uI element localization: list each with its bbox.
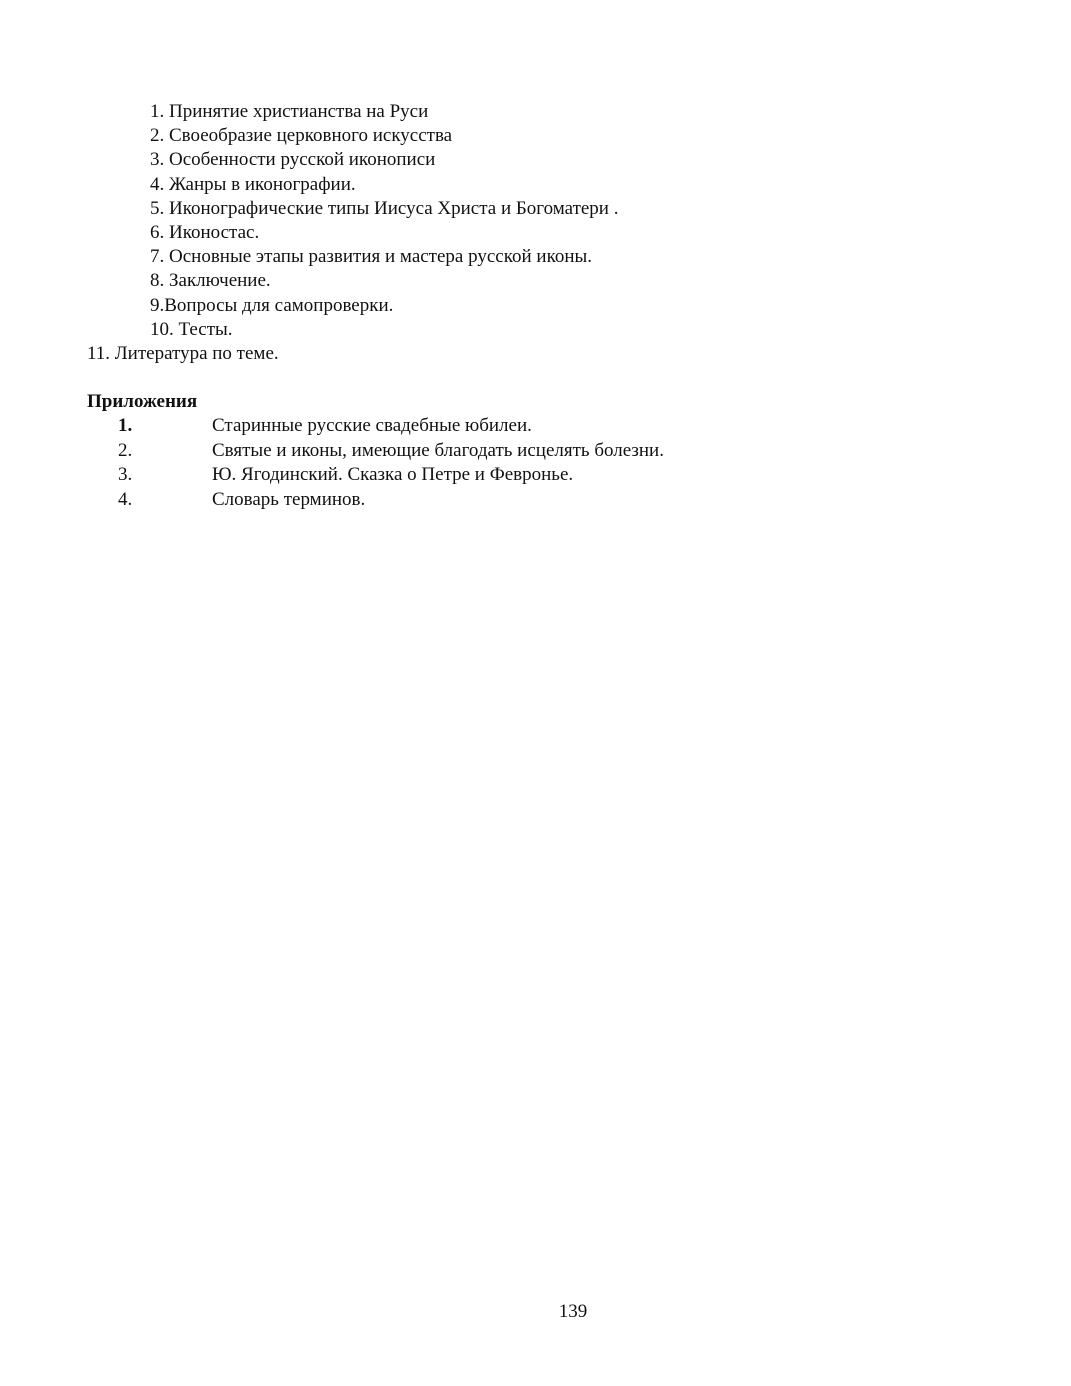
appendix-item-number: 1. [118, 415, 133, 436]
contents-item: 5. Иконографические типы Иисуса Христа и Богоматери . [150, 197, 619, 219]
contents-item: 2. Своеобразие церковного искусства [150, 125, 453, 147]
contents-item: 6. Иконостас. [150, 222, 260, 244]
page-number: 139 [558, 1301, 588, 1322]
appendix-item-text: Ю. Ягодинский. Сказка о Петре и Февронье. [212, 464, 574, 485]
appendix-heading: Приложения [87, 391, 198, 412]
contents-list [150, 100, 618, 342]
appendix-item-text: Святые и иконы, имеющие благодать исцелять болезни. [212, 439, 664, 461]
appendix-item-number: 3. [118, 464, 133, 485]
contents-item: 4. Жанры в иконографии. [150, 173, 356, 195]
contents-item: 7. Основные этапы развития и мастера русской иконы. [150, 246, 593, 268]
appendix-item-number: 4. [118, 488, 133, 510]
contents-item: 9.Вопросы для самопроверки. [150, 294, 394, 316]
appendix-item-text: Старинные русские свадебные юбилеи. [212, 415, 532, 436]
contents-item: 1. Принятие христианства на Руси [150, 101, 429, 122]
contents-item-literature: 11. Литература по теме. [87, 343, 279, 364]
contents-item: 10. Тесты. [150, 318, 233, 340]
appendix-item-text: Словарь терминов. [212, 488, 366, 510]
appendix-item-number: 2. [118, 439, 133, 461]
contents-item: 8. Заключение. [150, 270, 271, 292]
contents-item: 3. Особенности русской иконописи [150, 149, 436, 171]
